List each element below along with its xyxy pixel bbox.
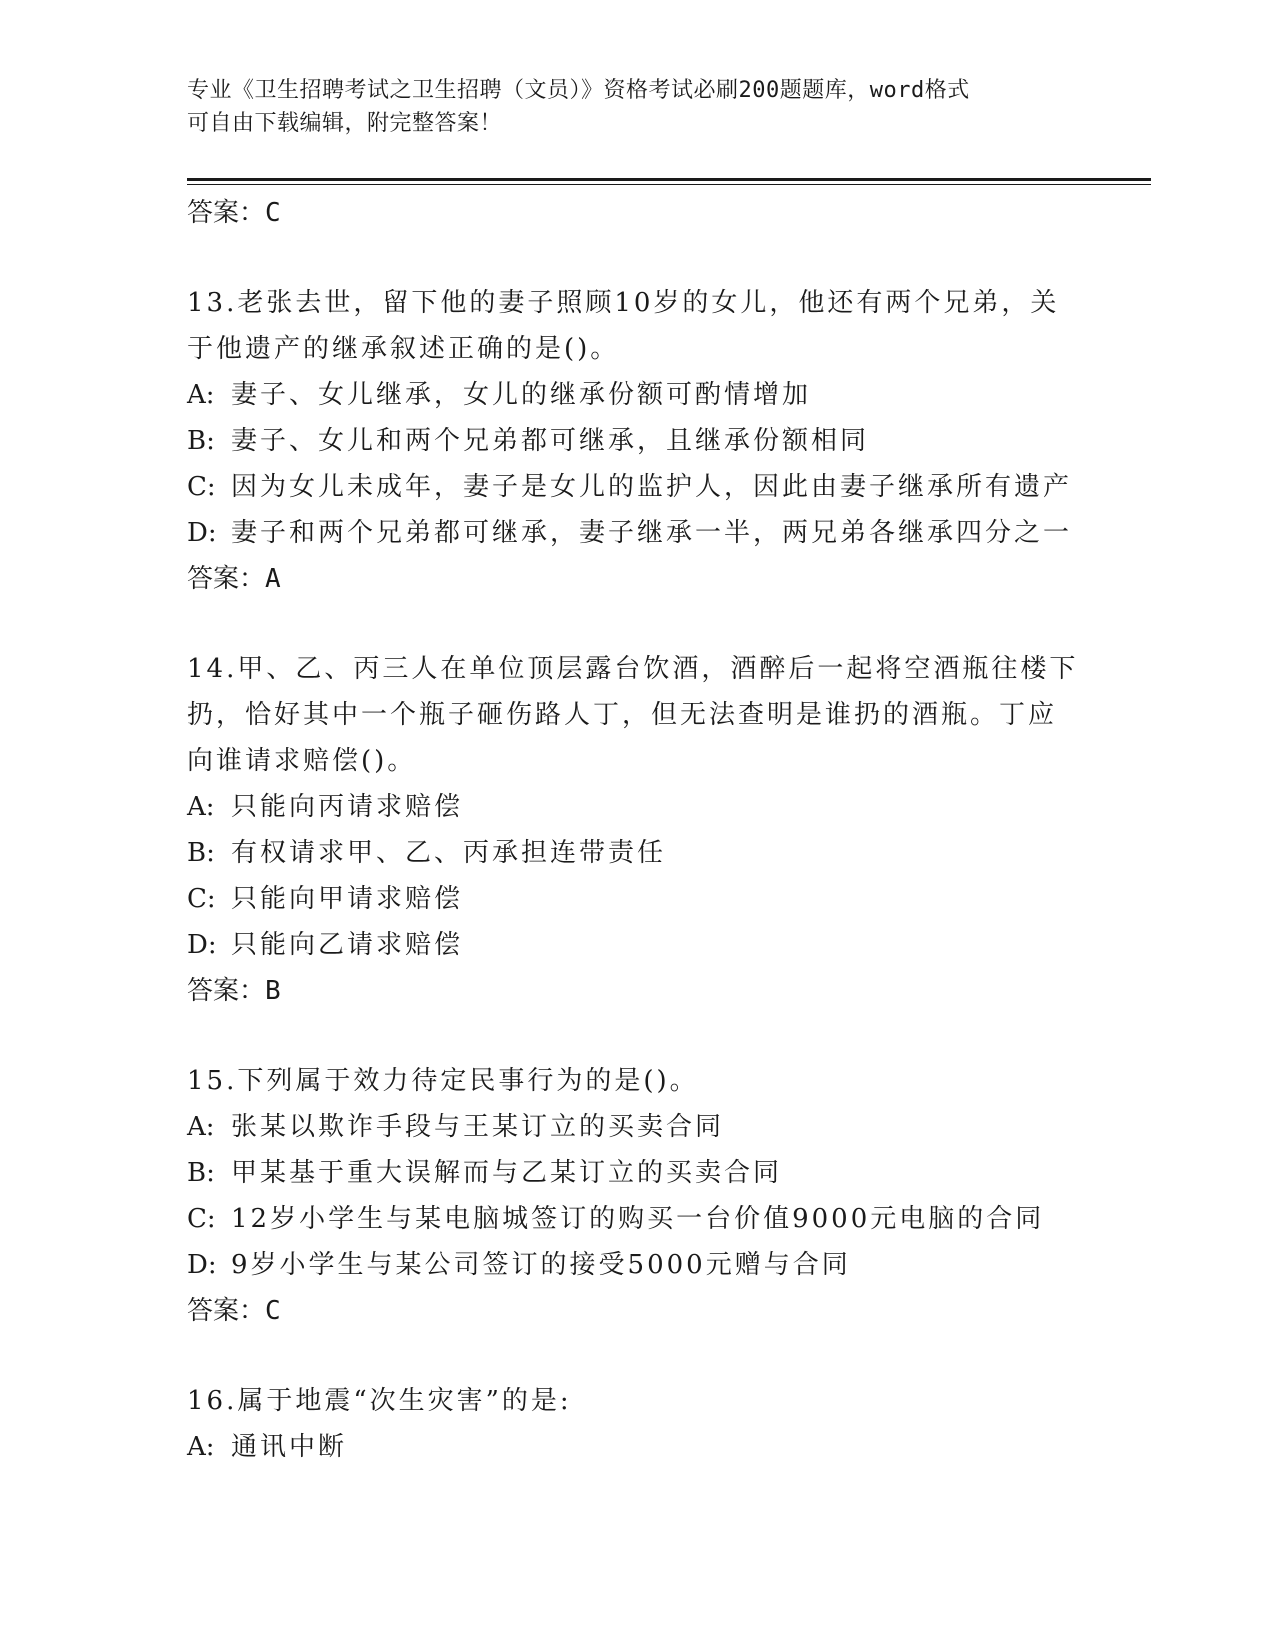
option-text: 妻子、女儿和两个兄弟都可继承，且继承份额相同 (231, 426, 870, 456)
question-text-line: 14.甲、乙、丙三人在单位顶层露台饮酒，酒醉后一起将空酒瓶往楼下 (187, 654, 1079, 684)
option-text: 通讯中断 (231, 1432, 348, 1462)
question-text-line: 13.老张去世，留下他的妻子照顾10岁的女儿，他还有两个兄弟，关 (187, 288, 1060, 318)
option-letter: B: (187, 838, 215, 868)
answer-line (187, 1288, 1087, 1334)
option-text: 妻子、女儿继承，女儿的继承份额可酌情增加 (231, 380, 812, 410)
answer-value: C (265, 1296, 281, 1326)
header-line-2: 可自由下载编辑，附完整答案！ (187, 111, 503, 136)
option-text: 只能向丙请求赔偿 (231, 792, 464, 822)
option-letter: A: (187, 1112, 215, 1142)
option-text: 甲某基于重大误解而与乙某订立的买卖合同 (231, 1158, 783, 1188)
option-text: 只能向甲请求赔偿 (231, 884, 464, 914)
question-text-line: 15.下列属于效力待定民事行为的是()。 (187, 1066, 699, 1096)
header-line-1: 专业《卫生招聘考试之卫生招聘（文员）》资格考试必刷200题题库，word格式 (187, 78, 970, 103)
header-divider-thin (187, 184, 1151, 185)
option-a (187, 1424, 1087, 1470)
question-16 (187, 1378, 1087, 1470)
option-a (187, 372, 1087, 418)
answer-label: 答案： (187, 1296, 266, 1326)
option-letter: A: (187, 792, 215, 822)
option-letter: A: (187, 1432, 215, 1462)
document-header (187, 74, 1067, 140)
question-text-line: 向谁请求赔偿()。 (187, 746, 417, 776)
option-a (187, 1104, 1087, 1150)
option-b (187, 830, 1087, 876)
option-letter: C: (187, 884, 216, 914)
question-text-line: 于他遗产的继承叙述正确的是()。 (187, 334, 620, 364)
question-14 (187, 646, 1087, 1014)
option-letter: C: (187, 1204, 216, 1234)
option-d (187, 510, 1087, 556)
option-text: 只能向乙请求赔偿 (231, 930, 464, 960)
option-text: 妻子和两个兄弟都可继承，妻子继承一半，两兄弟各继承四分之一 (231, 518, 1073, 548)
option-text: 9岁小学生与某公司签订的接受5000元赠与合同 (231, 1250, 851, 1280)
option-letter: B: (187, 1158, 215, 1188)
option-b (187, 1150, 1087, 1196)
question-list (187, 190, 1087, 1470)
option-letter: C: (187, 472, 216, 502)
answer-line (187, 190, 1087, 236)
answer-line (187, 968, 1087, 1014)
answer-value: B (265, 976, 281, 1006)
option-letter: B: (187, 426, 215, 456)
option-text: 因为女儿未成年，妻子是女儿的监护人，因此由妻子继承所有遗产 (231, 472, 1073, 502)
header-divider-thick (187, 178, 1151, 181)
option-d (187, 1242, 1087, 1288)
answer-label: 答案： (187, 198, 266, 228)
answer-value: C (265, 198, 281, 228)
option-c (187, 464, 1087, 510)
option-b (187, 418, 1087, 464)
option-letter: D: (187, 930, 217, 960)
answer-label: 答案： (187, 564, 266, 594)
option-a (187, 784, 1087, 830)
question-text-line: 16.属于地震“次生灾害”的是: (187, 1386, 572, 1416)
option-text: 张某以欺诈手段与王某订立的买卖合同 (231, 1112, 725, 1142)
question-13 (187, 280, 1087, 602)
option-text: 12岁小学生与某电脑城签订的购买一台价值9000元电脑的合同 (231, 1204, 1045, 1234)
option-d (187, 922, 1087, 968)
option-text: 有权请求甲、乙、丙承担连带责任 (231, 838, 667, 868)
option-letter: D: (187, 1250, 217, 1280)
option-letter: A: (187, 380, 215, 410)
answer-line (187, 556, 1087, 602)
option-c (187, 1196, 1087, 1242)
answer-label: 答案： (187, 976, 266, 1006)
answer-value: A (265, 564, 281, 594)
question-15 (187, 1058, 1087, 1334)
option-letter: D: (187, 518, 217, 548)
question-text-line: 扔，恰好其中一个瓶子砸伤路人丁，但无法查明是谁扔的酒瓶。丁应 (187, 700, 1058, 730)
option-c (187, 876, 1087, 922)
